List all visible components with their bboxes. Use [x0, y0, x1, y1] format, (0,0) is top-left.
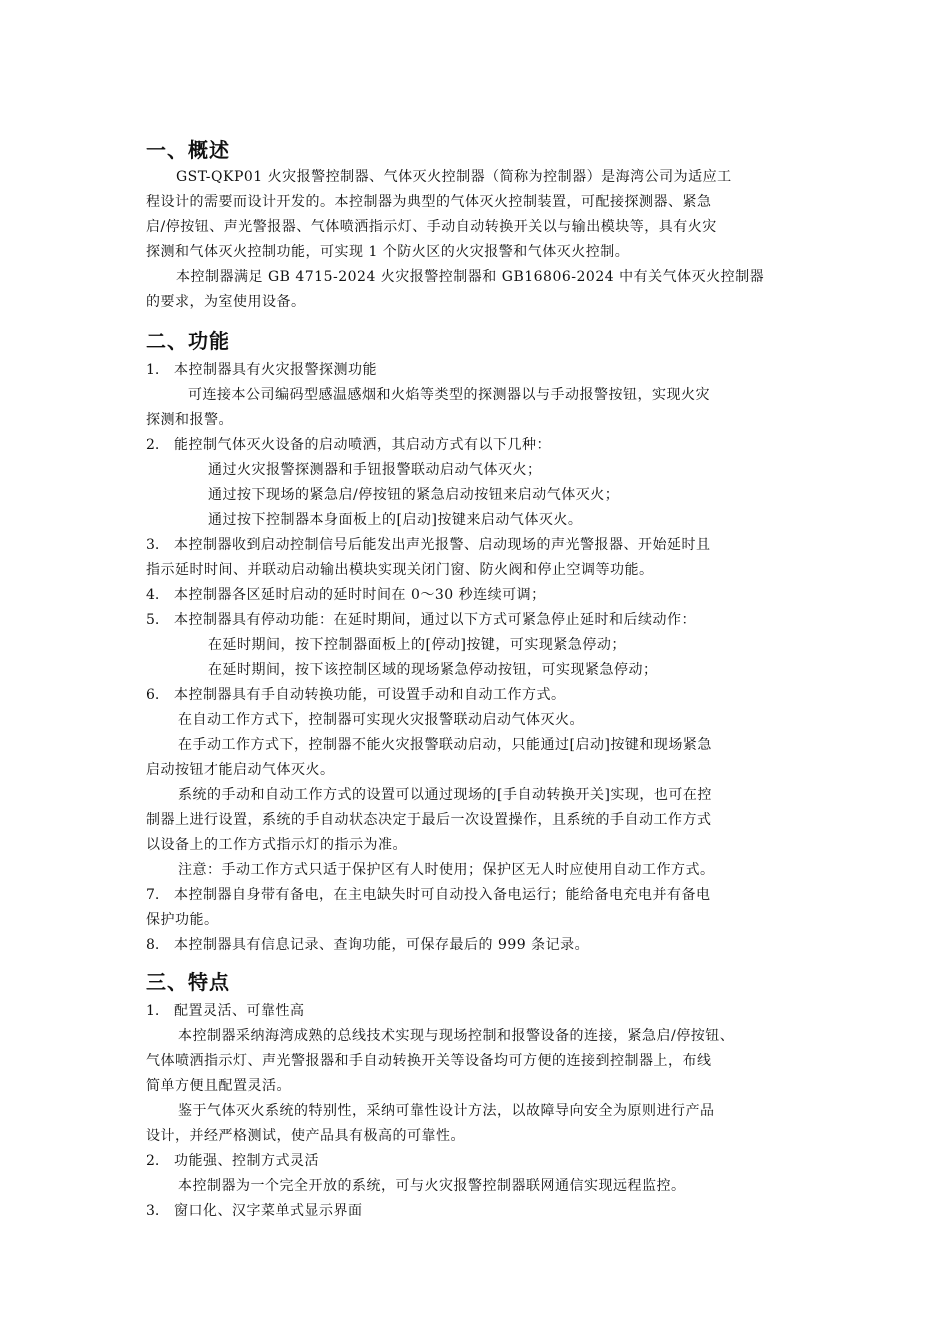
list-item-text: 本控制器收到启动控制信号后能发出声光报警、启动现场的声光警报器、开始延时且 — [174, 537, 711, 553]
paragraph-line: 探测和气体灭火控制功能，可实现 1 个防火区的火灾报警和气体灭火控制。 — [146, 244, 630, 260]
list-item-text: 本控制器具有手自动转换功能，可设置手动和自动工作方式。 — [174, 687, 566, 703]
paragraph-line: 的要求，为室使用设备。 — [146, 294, 306, 310]
paragraph-line: 探测和报警。 — [146, 412, 233, 428]
paragraph-line: 气体喷洒指示灯、声光警报器和手自动转换开关等设备均可方便的连接到控制器上，布线 — [146, 1053, 712, 1069]
paragraph-line: GST-QKP01 火灾报警控制器、气体灭火控制器（简称为控制器）是海湾公司为适应工 — [176, 169, 732, 185]
list-item-text: 功能强、控制方式灵活 — [174, 1153, 319, 1169]
paragraph-line: 本控制器满足 GB 4715-2024 火灾报警控制器和 GB16806-2024 中有关气体灭火控制器 — [176, 269, 765, 285]
paragraph-line: 启/停按钮、声光警报器、气体喷洒指示灯、手动自动转换开关以与输出模块等，具有火灾 — [146, 219, 717, 235]
paragraph-line: 制器上进行设置，系统的手自动状态决定于最后一次设置操作，且系统的手自动工作方式 — [146, 812, 712, 828]
list-number: 3. — [146, 1203, 160, 1219]
paragraph-line: 鉴于气体灭火系统的特别性，采纳可靠性设计方法，以故障导向安全为原则进行产品 — [178, 1103, 715, 1119]
list-number: 2. — [146, 1153, 160, 1169]
bullet-item-text: 在延时期间，按下控制器面板上的[停动]按键，可实现紧急停动； — [208, 637, 626, 653]
bullet-item-text: 通过按下现场的紧急启/停按钮的紧急启动按钮来启动气体灭火； — [208, 487, 620, 503]
list-number: 5. — [146, 612, 160, 628]
paragraph-line: 以设备上的工作方式指示灯的指示为准。 — [146, 837, 407, 853]
paragraph-line: 保护功能。 — [146, 912, 219, 928]
paragraph-line: 在自动工作方式下，控制器可实现火灾报警联动启动气体灭火。 — [178, 712, 584, 728]
paragraph-line: 本控制器采纳海湾成熟的总线技术实现与现场控制和报警设备的连接，紧急启/停按钮、 — [178, 1028, 735, 1044]
paragraph-line: 简单方便且配置灵活。 — [146, 1078, 291, 1094]
paragraph-line: 设计，并经严格测试，使产品具有极高的可靠性。 — [146, 1128, 465, 1144]
paragraph-line: 系统的手动和自动工作方式的设置可以通过现场的[手自动转换开关]实现，也可在控 — [178, 787, 712, 803]
section-heading-overview: 一、概述 — [146, 138, 230, 162]
paragraph-line: 程设计的需要而设计开发的。本控制器为典型的气体灭火控制装置，可配接探测器、紧急 — [146, 194, 712, 210]
list-item-text: 能控制气体灭火设备的启动喷洒，其启动方式有以下几种： — [174, 437, 551, 453]
list-number: 2. — [146, 437, 160, 453]
list-item-text: 本控制器具有火灾报警探测功能 — [174, 362, 377, 378]
paragraph-line: 在手动工作方式下，控制器不能火灾报警联动启动，只能通过[启动]按键和现场紧急 — [178, 737, 712, 753]
list-number: 8. — [146, 937, 160, 953]
paragraph-line: 可连接本公司编码型感温感烟和火焰等类型的探测器以与手动报警按钮，实现火灾 — [188, 387, 710, 403]
list-number: 4. — [146, 587, 160, 603]
paragraph-line: 指示延时时间、并联动启动输出模块实现关闭门窗、防火阀和停止空调等功能。 — [146, 562, 654, 578]
list-item-text: 本控制器各区延时启动的延时时间在 0～30 秒连续可调； — [174, 587, 546, 603]
list-item-text: 本控制器具有信息记录、查询功能，可保存最后的 999 条记录。 — [174, 937, 590, 953]
list-number: 1. — [146, 1003, 160, 1019]
bullet-item-text: 在延时期间，按下该控制区域的现场紧急停动按钮，可实现紧急停动； — [208, 662, 658, 678]
list-number: 3. — [146, 537, 160, 553]
note-line: 注意：手动工作方式只适于保护区有人时使用；保护区无人时应使用自动工作方式。 — [178, 862, 715, 878]
list-number: 6. — [146, 687, 160, 703]
list-number: 1. — [146, 362, 160, 378]
list-item-text: 本控制器具有停动功能：在延时期间，通过以下方式可紧急停止延时和后续动作： — [174, 612, 696, 628]
list-item-text: 窗口化、汉字菜单式显示界面 — [174, 1203, 363, 1219]
section-heading-functions: 二、功能 — [146, 329, 230, 353]
list-number: 7. — [146, 887, 160, 903]
paragraph-line: 启动按钮才能启动气体灭火。 — [146, 762, 335, 778]
bullet-item-text: 通过火灾报警探测器和手钮报警联动启动气体灭火； — [208, 462, 542, 478]
bullet-item-text: 通过按下控制器本身面板上的[启动]按键来启动气体灭火。 — [208, 512, 583, 528]
list-item-text: 配置灵活、可靠性高 — [174, 1003, 305, 1019]
list-item-text: 本控制器自身带有备电，在主电缺失时可自动投入备电运行；能给备电充电并有备电 — [174, 887, 711, 903]
paragraph-line: 本控制器为一个完全开放的系统，可与火灾报警控制器联网通信实现远程监控。 — [178, 1178, 686, 1194]
section-heading-features: 三、特点 — [146, 970, 230, 994]
